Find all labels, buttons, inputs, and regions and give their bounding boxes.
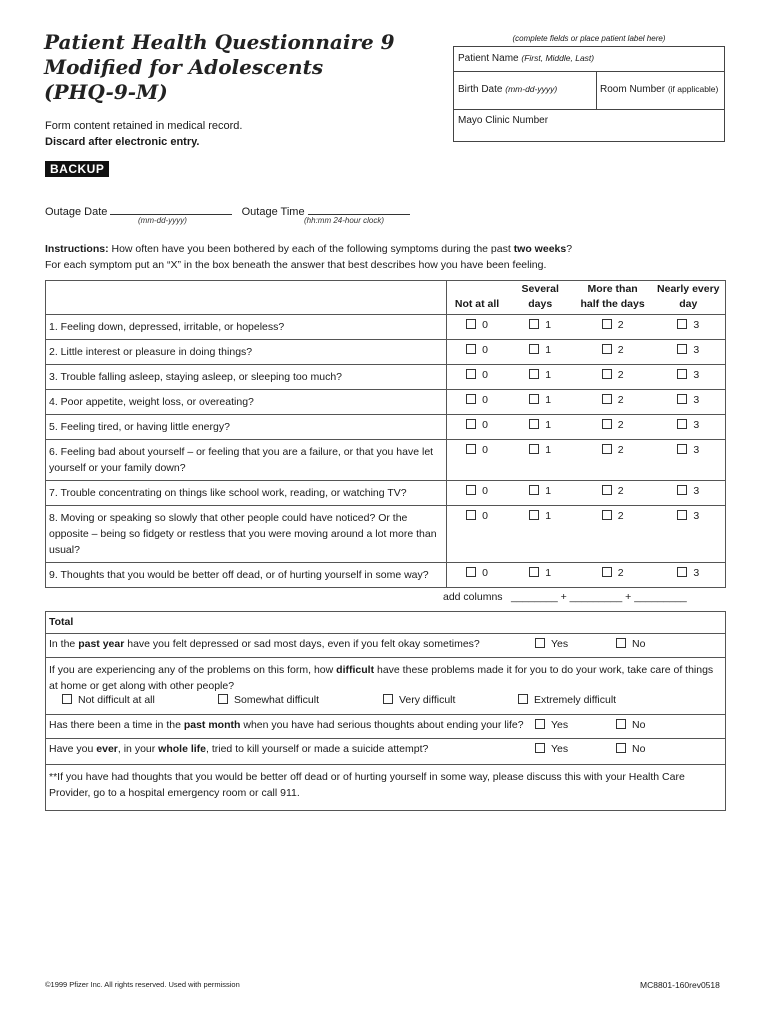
col-header-not-at-all [447,281,507,315]
outage-time-label: Outage Time [241,206,305,218]
answer-option[interactable] [574,481,652,506]
checkbox-icon [602,394,612,404]
backup-badge: BACKUP [45,161,109,177]
question-text: 2. Little interest or pleasure in doing things? [46,340,447,365]
question-row [46,340,726,365]
ever-emph-2: whole life [158,743,207,755]
checkbox-icon [616,719,626,729]
symptom-table [45,280,726,588]
answer-option[interactable] [507,315,574,340]
score-label: 1 [545,319,552,331]
checkbox-icon [218,694,228,704]
outage-date-hint: (mm-dd-yyyy) [138,216,187,225]
ever-text-2: , in your [117,743,159,755]
question-row [46,415,726,440]
answer-option[interactable] [652,440,726,481]
no-label: No [632,638,646,650]
score-label: 0 [482,567,488,579]
ever-text-3: , tried to kill yourself or made a suicide attempt? [206,743,429,755]
past-year-row [46,633,725,657]
col-header-line-1: Several [521,283,559,295]
answer-option[interactable] [507,340,574,365]
score-label: 2 [617,444,624,456]
instructions [45,241,745,273]
checkbox-icon [602,419,612,429]
header-row [46,281,726,315]
answer-option[interactable] [507,415,574,440]
answer-option[interactable] [447,365,507,390]
option-extremely-difficult[interactable] [518,694,616,706]
answer-option[interactable] [574,390,652,415]
outage-time-field[interactable] [308,204,410,215]
ever-no[interactable] [616,743,645,755]
score-label: 0 [482,510,488,522]
past-month-no[interactable] [616,719,645,731]
answer-option[interactable] [574,506,652,563]
score-label: 2 [617,319,624,331]
question-row [46,481,726,506]
score-label: 2 [617,510,624,522]
checkbox-icon [518,694,528,704]
answer-option[interactable] [652,415,726,440]
patient-name-label: Patient Name [458,53,519,64]
score-label: 3 [693,567,700,579]
question-text: 7. Trouble concentrating on things like school work, reading, or watching TV? [46,481,447,506]
checkbox-icon [677,344,687,354]
difficulty-question [49,662,721,694]
checkbox-icon [677,485,687,495]
past-year-text-1: In the [49,638,79,650]
option-not-difficult[interactable] [62,694,155,706]
answer-option[interactable] [507,563,574,588]
safety-note: **If you have had thoughts that you would be better off dead or of hurting yourself in some way, please discuss this with your Health Care Provider, go to a hospital emergency room or call 911. [49,771,685,799]
birth-date-hint: (mm-dd-yyyy) [505,84,558,94]
score-label: 3 [693,369,700,381]
ever-question [49,743,428,755]
past-year-text-2: have you felt depressed or sad most days, even if you felt okay sometimes? [124,638,480,650]
checkbox-icon [529,319,539,329]
past-month-yes[interactable] [535,719,568,731]
answer-option[interactable] [652,563,726,588]
past-year-no[interactable] [616,638,645,650]
checkbox-icon [535,638,545,648]
checkbox-icon [383,694,393,704]
score-label: 3 [693,510,700,522]
col-header-line-2: Not at all [454,298,500,310]
score-label: 2 [617,369,624,381]
score-label: 0 [482,344,488,356]
answer-option[interactable] [652,365,726,390]
checkbox-icon [529,344,539,354]
answer-option[interactable] [574,340,652,365]
checkbox-icon [529,567,539,577]
title-line-1: Patient Health Questionnaire 9 [44,30,395,54]
ever-text-1: Have you [49,743,97,755]
no-label: No [632,719,646,731]
checkbox-icon [529,369,539,379]
answer-option[interactable] [574,315,652,340]
additional-questions [45,611,726,811]
ever-row [46,738,725,764]
question-text: 3. Trouble falling asleep, staying asleep, or sleeping too much? [46,365,447,390]
difficulty-text-1: If you are experiencing any of the problems on this form, how [49,664,337,676]
answer-option[interactable] [447,506,507,563]
instructions-text-1: How often have you been bothered by each of the following symptoms during the past [108,243,514,255]
past-month-question [49,719,524,731]
form-code: MC8801-160rev0518 [640,980,720,990]
score-label: 3 [693,319,700,331]
checkbox-icon [466,369,476,379]
question-row [46,365,726,390]
option-label: Somewhat difficult [234,694,320,706]
note-row [46,764,725,810]
question-text: 5. Feeling tired, or having little energy? [46,415,447,440]
past-year-yes[interactable] [535,638,568,650]
answer-option[interactable] [507,481,574,506]
yes-label: Yes [551,638,569,650]
instructions-text-2: ? [566,243,573,255]
answer-option[interactable] [447,481,507,506]
past-year-question [49,638,480,650]
difficulty-emph: difficult [336,664,375,676]
checkbox-icon [466,394,476,404]
add-columns-expression[interactable]: ________ + _________ + _________ [511,591,687,603]
checkbox-icon [677,394,687,404]
checkbox-icon [602,369,612,379]
answer-option[interactable] [447,415,507,440]
score-label: 3 [693,394,700,406]
checkbox-icon [602,510,612,520]
answer-option[interactable] [574,415,652,440]
patient-name-hint: (First, Middle, Last) [521,53,595,63]
instructions-lead: Instructions: [45,243,109,255]
option-label: Not difficult at all [78,694,155,706]
answer-option[interactable] [652,340,726,365]
instructions-line-2: For each symptom put an “X” in the box beneath the answer that best describes how you have been feeling. [45,259,547,271]
checkbox-icon [602,344,612,354]
checkbox-icon [616,638,626,648]
patient-name-field[interactable] [458,53,594,64]
question-header [46,281,447,315]
clinic-number-field[interactable] [458,115,548,126]
checkbox-icon [535,719,545,729]
score-label: 0 [482,419,488,431]
col-header-line-2: half the days [580,298,645,310]
answer-option[interactable] [507,506,574,563]
retention-line-2: Discard after electronic entry. [45,136,200,148]
score-label: 3 [693,419,700,431]
past-month-emph: past month [183,719,241,731]
option-very-difficult[interactable] [383,694,455,706]
score-label: 3 [693,485,700,497]
yes-label: Yes [551,719,569,731]
answer-option[interactable] [652,481,726,506]
question-row [46,440,726,481]
score-label: 2 [617,419,624,431]
copyright: ©1999 Pfizer Inc. All rights reserved. Used with permission [45,980,240,989]
question-row [46,506,726,563]
col-header-nearly-every-day [652,281,726,315]
score-label: 1 [545,444,552,456]
checkbox-icon [529,510,539,520]
score-label: 3 [693,344,700,356]
past-month-text-1: Has there been a time in the [49,719,184,731]
checkbox-icon [535,743,545,753]
score-label: 2 [617,394,624,406]
answer-option[interactable] [652,506,726,563]
checkbox-icon [602,485,612,495]
question-text: 1. Feeling down, depressed, irritable, or hopeless? [46,315,447,340]
birth-date-field[interactable] [458,84,557,95]
checkbox-icon [529,444,539,454]
question-text: 6. Feeling bad about yourself – or feeling that you are a failure, or that you have let yourself or your family down? [46,440,447,481]
outage-time-hint: (hh:mm 24-hour clock) [304,216,385,225]
checkbox-icon [677,369,687,379]
score-label: 2 [617,485,624,497]
answer-option[interactable] [574,365,652,390]
total-label: Total [49,616,74,628]
difficulty-row [46,657,725,714]
total-row [46,612,725,633]
score-label: 0 [482,444,488,456]
checkbox-icon [466,567,476,577]
add-columns-label: add columns [443,591,503,603]
checkbox-icon [466,419,476,429]
option-somewhat-difficult[interactable] [218,694,319,706]
col-header-several-days [507,281,574,315]
room-number-hint: (if applicable) [667,84,719,94]
checkbox-icon [529,485,539,495]
col-header-more-than-half [574,281,652,315]
question-text: 8. Moving or speaking so slowly that other people could have noticed? Or the opposite – being so fidgety or restless that you were moving around a lot more than usual? [46,506,447,563]
yes-label: Yes [551,743,569,755]
label-note: (complete fields or place patient label here) [512,34,666,43]
form-title [44,30,424,105]
score-label: 0 [482,319,488,331]
score-label: 1 [545,419,552,431]
option-label: Extremely difficult [534,694,617,706]
col-header-line-1: Nearly every [657,283,720,295]
ever-emph-1: ever [96,743,118,755]
answer-option[interactable] [447,440,507,481]
checkbox-icon [677,567,687,577]
clinic-number-label: Mayo Clinic Number [458,115,549,126]
answer-option[interactable] [574,563,652,588]
answer-option[interactable] [652,390,726,415]
question-row [46,315,726,340]
instructions-emph: two weeks [513,243,567,255]
score-label: 2 [617,567,624,579]
checkbox-icon [529,394,539,404]
checkbox-icon [62,694,72,704]
outage-date-field[interactable] [110,204,232,215]
title-line-3: (PHQ-9-M) [44,80,168,104]
birth-date-label: Birth Date [458,84,503,95]
room-number-field[interactable] [600,84,718,95]
checkbox-icon [466,510,476,520]
checkbox-icon [466,444,476,454]
score-label: 3 [693,444,700,456]
score-label: 1 [545,344,552,356]
difficulty-text-2: have these problems made it for you to do your work, take care of things at home or get along with other people? [49,664,714,692]
checkbox-icon [677,444,687,454]
answer-option[interactable] [507,390,574,415]
past-month-text-2: when you have had serious thoughts about ending your life? [240,719,524,731]
ever-yes[interactable] [535,743,568,755]
score-label: 1 [545,394,552,406]
score-label: 1 [545,369,552,381]
col-header-line-2: days [528,298,553,310]
question-text: 9. Thoughts that you would be better off dead, or of hurting yourself in some way? [46,563,447,588]
answer-option[interactable] [447,340,507,365]
room-number-label: Room Number [600,84,666,95]
checkbox-icon [602,444,612,454]
col-header-line-2: day [679,298,698,310]
retention-note [45,118,242,150]
checkbox-icon [602,567,612,577]
checkbox-icon [529,419,539,429]
col-header-line-1: More than [587,283,638,295]
score-label: 0 [482,369,488,381]
score-label: 0 [482,394,488,406]
answer-option[interactable] [507,440,574,481]
option-label: Very difficult [399,694,456,706]
answer-option[interactable] [447,315,507,340]
past-month-row [46,714,725,738]
patient-label-box [453,46,725,142]
checkbox-icon [466,319,476,329]
answer-option[interactable] [447,390,507,415]
checkbox-icon [677,510,687,520]
checkbox-icon [677,319,687,329]
question-row [46,390,726,415]
score-label: 0 [482,485,488,497]
past-year-emph: past year [78,638,125,650]
checkbox-icon [616,743,626,753]
score-label: 1 [545,567,552,579]
checkbox-icon [602,319,612,329]
checkbox-icon [466,485,476,495]
title-line-2: Modified for Adolescents [44,55,324,79]
checkbox-icon [677,419,687,429]
question-row [46,563,726,588]
retention-line-1: Form content retained in medical record. [45,120,243,132]
answer-option[interactable] [507,365,574,390]
answer-option[interactable] [574,440,652,481]
answer-option[interactable] [652,315,726,340]
question-text: 4. Poor appetite, weight loss, or overeating? [46,390,447,415]
score-label: 1 [545,510,552,522]
outage-date-label: Outage Date [45,206,108,218]
score-label: 2 [617,344,624,356]
checkbox-icon [466,344,476,354]
no-label: No [632,743,646,755]
answer-option[interactable] [447,563,507,588]
score-label: 1 [545,485,552,497]
